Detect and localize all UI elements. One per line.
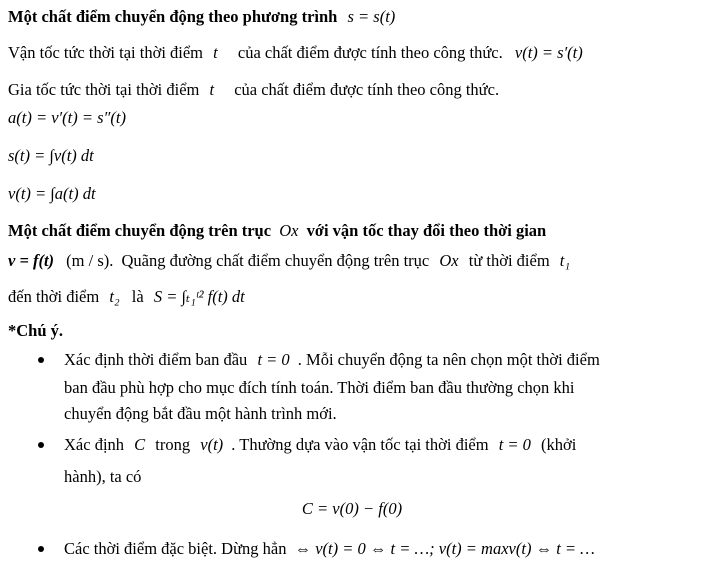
section2-line3 bbox=[8, 287, 245, 307]
velocity-var: t bbox=[213, 43, 218, 62]
bullet2-t0: t = 0 bbox=[498, 435, 531, 454]
section2-title-line bbox=[8, 221, 546, 241]
bullet-dot bbox=[38, 442, 44, 448]
velocity-text2: của chất điểm được tính theo công thức. bbox=[237, 43, 503, 62]
section1-title-line bbox=[8, 7, 395, 27]
bullet3-text-a: Các thời điểm đặc biệt. Dừng hẳn bbox=[64, 539, 287, 558]
bullet2-text-b: trong bbox=[155, 435, 191, 454]
distance-formula: S = ∫ₜ₁ᵗ² f(t) dt bbox=[153, 287, 245, 306]
position-equation: s = s(t) bbox=[347, 7, 396, 26]
velocity-unit: (m / s). bbox=[66, 251, 114, 270]
bullet2-line2: hành), ta có bbox=[64, 467, 142, 486]
section2-line2 bbox=[8, 251, 570, 271]
distance-text4: là bbox=[131, 287, 144, 306]
bullet2-text-c: . Thường dựa vào vận tốc tại thời điểm bbox=[231, 435, 489, 454]
bullet2-text-d: (khởi bbox=[541, 435, 577, 454]
formula-v: v(t) = ∫a(t) dt bbox=[8, 184, 96, 203]
velocity-formula: v(t) = s′(t) bbox=[514, 43, 583, 62]
acceleration-line bbox=[8, 80, 499, 100]
section2-title-part1: Một chất điểm chuyển động trên trục bbox=[8, 221, 272, 240]
bullet3-formula: ⇔ v(t) = 0 ⇔ t = …; v(t) = maxv(t) ⇔ t = … bbox=[294, 539, 595, 558]
accel-var: t bbox=[209, 80, 215, 99]
formula-s: s(t) = ∫v(t) dt bbox=[8, 146, 94, 165]
accel-text: Gia tốc tức thời tại thời điểm bbox=[8, 80, 200, 99]
t2-symbol: t₂ bbox=[109, 287, 120, 306]
bullet2-line1 bbox=[64, 435, 576, 455]
section2-title-part2: với vận tốc thay đổi theo thời gian bbox=[306, 221, 547, 240]
velocity-function: v = f(t) bbox=[8, 251, 55, 270]
bullet1-line3: chuyển động bắt đầu một hành trình mới. bbox=[64, 404, 337, 423]
bullet2-C: C bbox=[134, 435, 146, 454]
bullet1-line1 bbox=[64, 350, 600, 370]
bullet-dot bbox=[38, 546, 44, 552]
distance-text2: từ thời điểm bbox=[468, 251, 550, 270]
velocity-line bbox=[8, 43, 583, 63]
distance-axis: Ox bbox=[439, 251, 459, 270]
accel-text2: của chất điểm được tính theo công thức. bbox=[234, 80, 500, 99]
bullet1-text-a: Xác định thời điểm ban đầu bbox=[64, 350, 248, 369]
note-heading: *Chú ý. bbox=[8, 321, 64, 340]
section1-title: Một chất điểm chuyển động theo phương trình bbox=[8, 7, 338, 26]
velocity-text: Vận tốc tức thời tại thời điểm bbox=[8, 43, 204, 62]
t1-symbol: t₁ bbox=[559, 251, 571, 270]
section2-axis: Ox bbox=[279, 221, 299, 240]
bullet1-text-b: . Mỗi chuyển động ta nên chọn một thời điểm bbox=[297, 350, 600, 369]
bullet1-line2: ban đầu phù hợp cho mục đích tính toán. Thời điểm ban đầu thường chọn khi bbox=[64, 378, 575, 397]
bullet1-formula: t = 0 bbox=[257, 350, 290, 369]
distance-text1: Quãng đường chất điểm chuyển động trên trục bbox=[121, 251, 430, 270]
bullet3-line1 bbox=[64, 539, 595, 559]
formula-a: a(t) = v′(t) = s″(t) bbox=[8, 108, 126, 127]
distance-text3: đến thời điểm bbox=[8, 287, 100, 306]
bullet2-vt: v(t) bbox=[200, 435, 224, 454]
initial-constant-formula: C = v(0) − f(0) bbox=[301, 499, 403, 518]
bullet2-text-a: Xác định bbox=[64, 435, 125, 454]
bullet-dot bbox=[38, 357, 44, 363]
